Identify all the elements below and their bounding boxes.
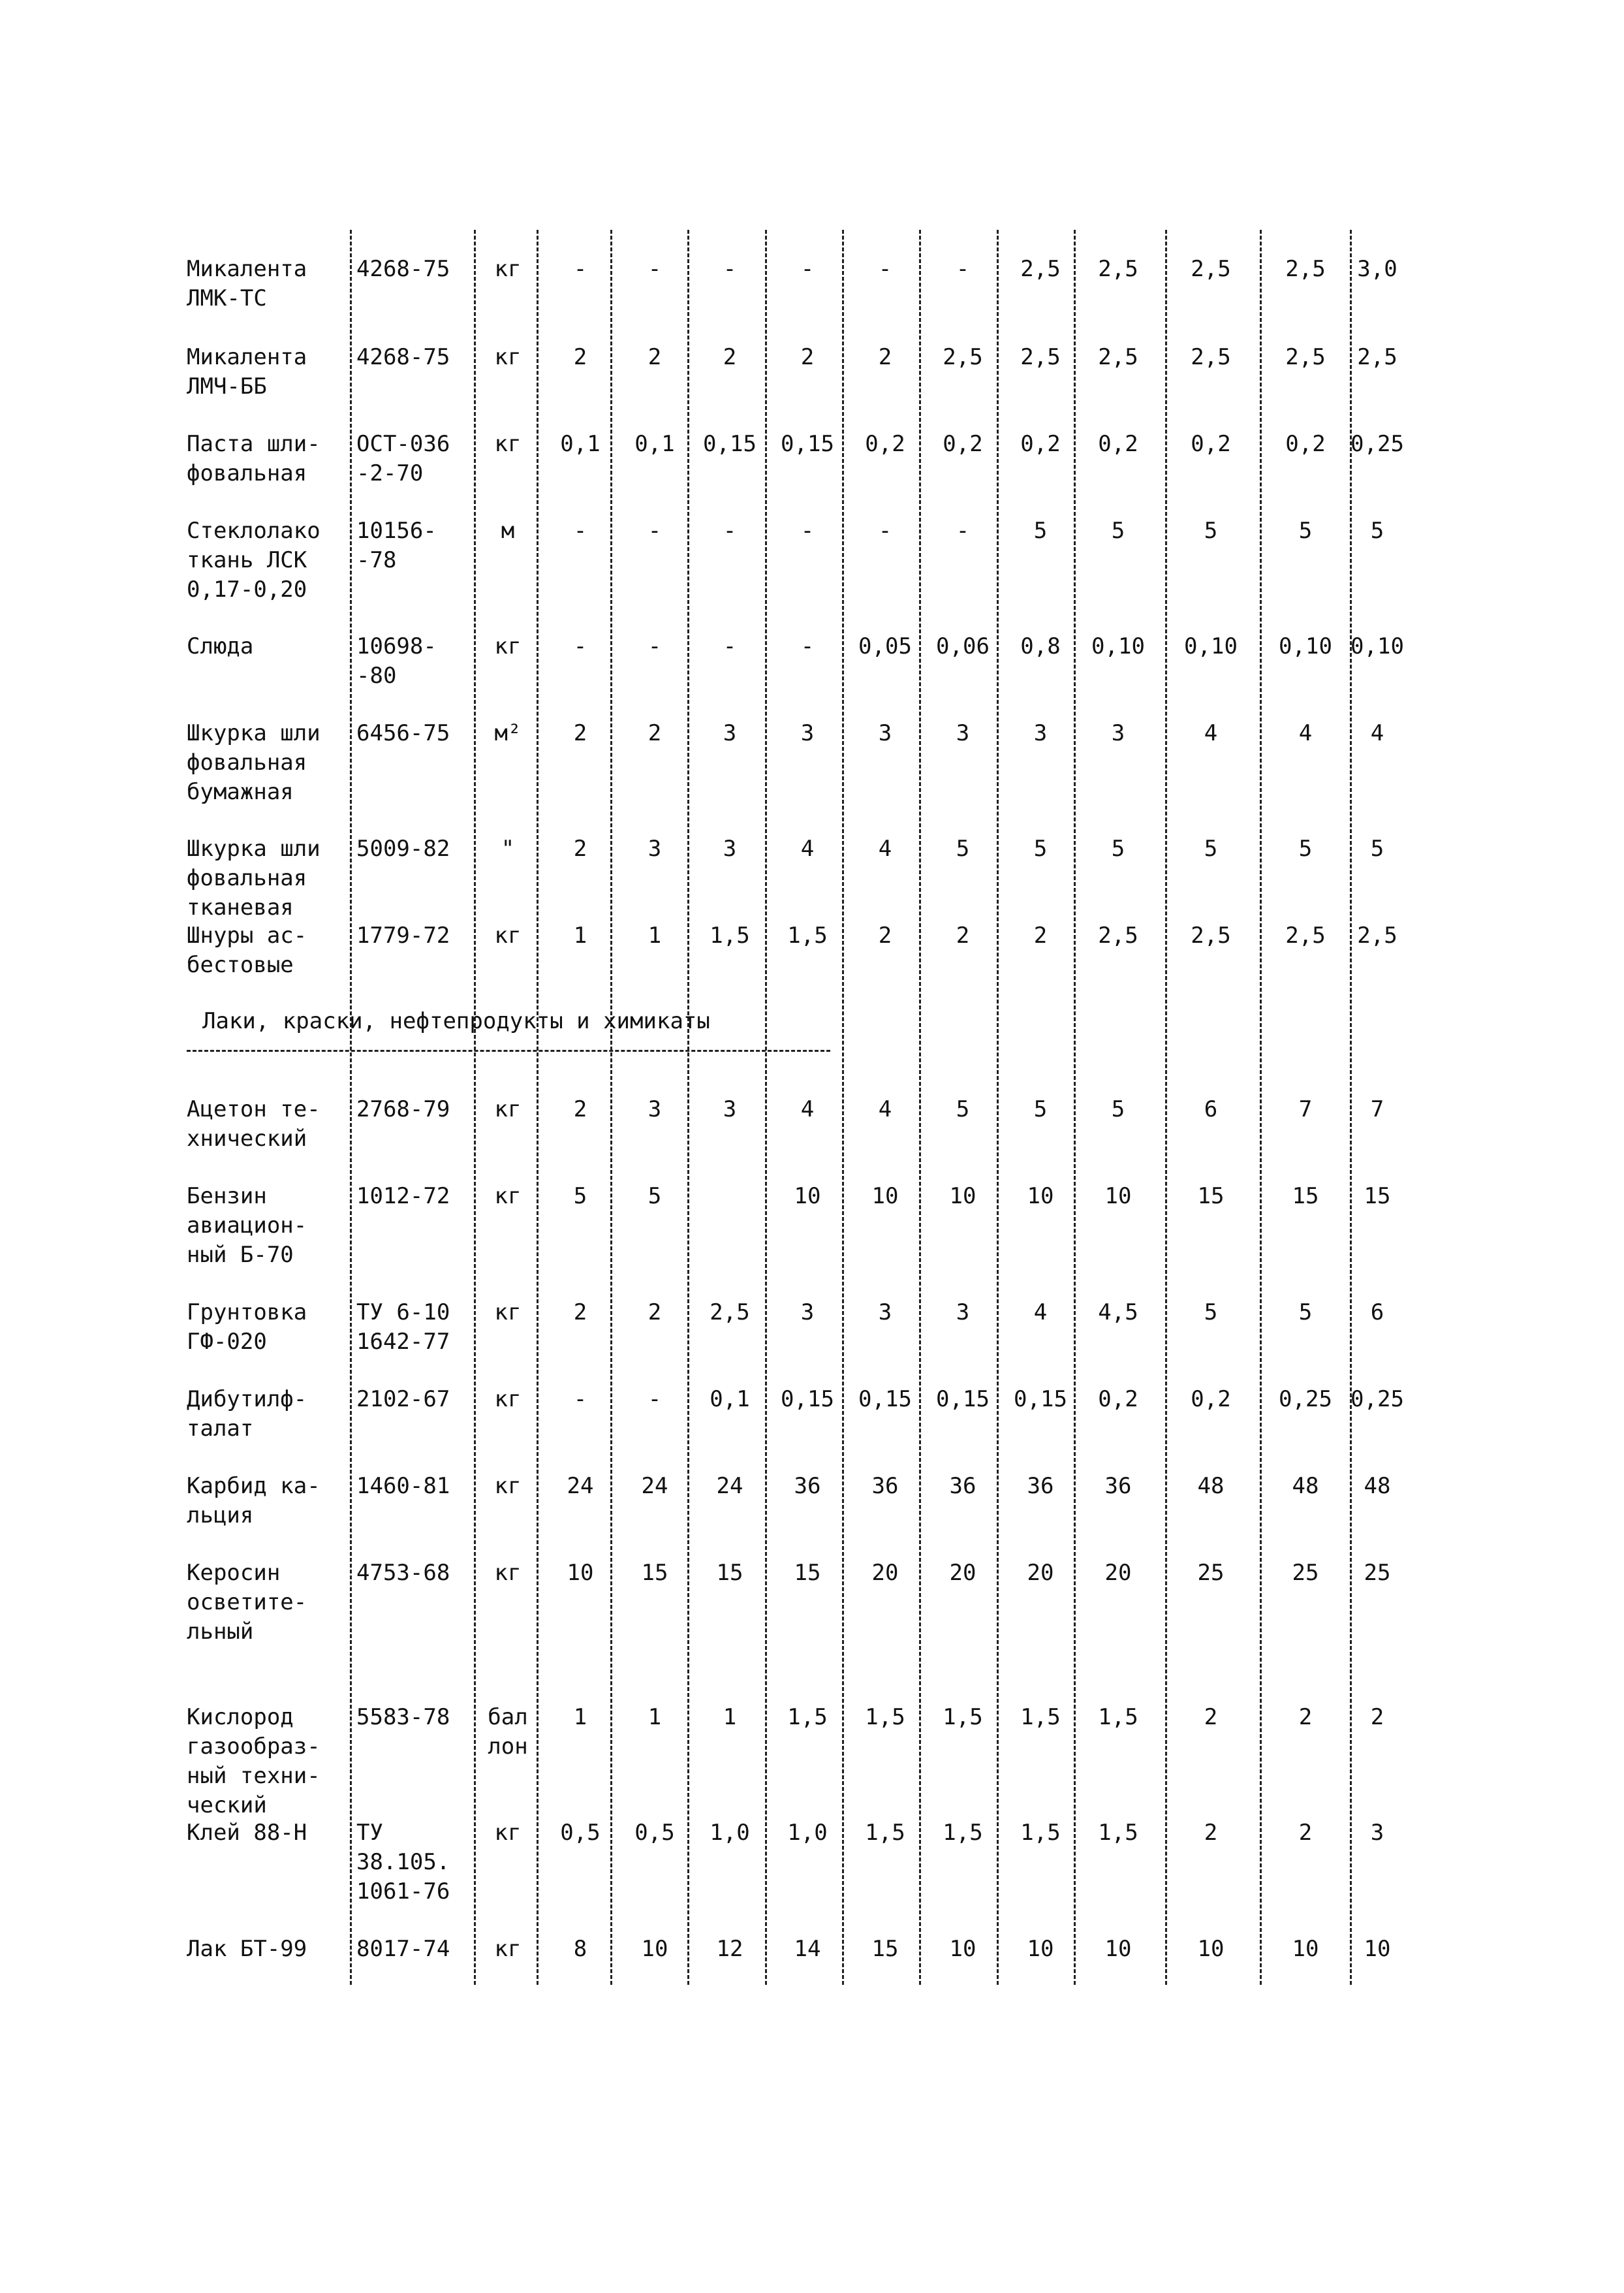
- quantity-cell: 15: [794, 1560, 821, 1586]
- quantity-cell: 10: [567, 1560, 594, 1586]
- quantity-cell: -: [648, 518, 662, 544]
- quantity-cell: 0,5: [634, 1820, 675, 1846]
- quantity-cell: 3: [878, 720, 892, 746]
- quantity-cell: 0,1: [560, 431, 601, 457]
- quantity-cell: 20: [1104, 1560, 1132, 1586]
- column-divider: [1165, 230, 1167, 1985]
- unit-of-measure: м²: [494, 720, 522, 746]
- quantity-cell: 0,2: [1285, 431, 1326, 457]
- material-name: Лак БТ-99: [187, 1936, 307, 1962]
- quantity-cell: 10: [871, 1183, 899, 1209]
- material-name: Ацетон те- хнический: [187, 1096, 320, 1152]
- quantity-cell: -: [573, 633, 587, 659]
- unit-of-measure: м: [501, 518, 515, 544]
- quantity-cell: 2,5: [1285, 923, 1326, 949]
- quantity-cell: 36: [1104, 1473, 1132, 1499]
- quantity-cell: 20: [871, 1560, 899, 1586]
- quantity-cell: 4: [1033, 1299, 1048, 1325]
- column-divider: [474, 230, 476, 1985]
- quantity-cell: 0,1: [710, 1386, 750, 1412]
- quantity-cell: 0,25: [1351, 431, 1404, 457]
- standard-number: ТУ 38.105. 1061-76: [356, 1820, 450, 1905]
- quantity-cell: 2: [723, 344, 737, 370]
- quantity-cell: -: [878, 518, 892, 544]
- material-name: Грунтовка ГФ-020: [187, 1299, 307, 1355]
- standard-number: 6456-75: [356, 720, 450, 746]
- unit-of-measure: кг: [494, 1820, 522, 1846]
- quantity-cell: 48: [1197, 1473, 1225, 1499]
- quantity-cell: 2: [648, 720, 662, 746]
- unit-of-measure: кг: [494, 1299, 522, 1325]
- quantity-cell: 2: [1204, 1704, 1218, 1730]
- quantity-cell: 0,2: [1098, 1386, 1138, 1412]
- quantity-cell: 2,5: [1098, 256, 1138, 282]
- quantity-cell: 15: [641, 1560, 668, 1586]
- quantity-cell: -: [573, 1386, 587, 1412]
- quantity-cell: -: [573, 256, 587, 282]
- quantity-cell: 0,10: [1279, 633, 1332, 659]
- quantity-cell: 2,5: [1285, 344, 1326, 370]
- quantity-cell: -: [648, 256, 662, 282]
- quantity-cell: 15: [1364, 1183, 1391, 1209]
- quantity-cell: 25: [1364, 1560, 1391, 1586]
- unit-of-measure: кг: [494, 256, 522, 282]
- quantity-cell: 15: [716, 1560, 743, 1586]
- quantity-cell: 3: [1033, 720, 1048, 746]
- quantity-cell: 10: [1027, 1936, 1054, 1962]
- unit-of-measure: кг: [494, 1386, 522, 1412]
- quantity-cell: 8: [573, 1936, 587, 1962]
- quantity-cell: -: [956, 256, 970, 282]
- unit-of-measure: кг: [494, 344, 522, 370]
- quantity-cell: 7: [1370, 1096, 1384, 1122]
- quantity-cell: 5: [1111, 836, 1125, 862]
- quantity-cell: 2: [878, 923, 892, 949]
- material-name: Карбид ка- льция: [187, 1473, 320, 1528]
- quantity-cell: 5: [1111, 518, 1125, 544]
- quantity-cell: 15: [871, 1936, 899, 1962]
- material-name: Шнуры ас- бестовые: [187, 923, 307, 978]
- quantity-cell: 5: [1298, 518, 1313, 544]
- quantity-cell: 2,5: [1191, 256, 1231, 282]
- standard-number: ОСТ-036 -2-70: [356, 431, 450, 486]
- material-name: Керосин осветите- льный: [187, 1560, 307, 1645]
- quantity-cell: 10: [949, 1936, 976, 1962]
- quantity-cell: 10: [949, 1183, 976, 1209]
- material-name: Бензин авиацион- ный Б-70: [187, 1183, 307, 1268]
- quantity-cell: 5: [1370, 518, 1384, 544]
- quantity-cell: 5: [648, 1183, 662, 1209]
- quantity-cell: 5: [1298, 1299, 1313, 1325]
- quantity-cell: 3,0: [1357, 256, 1398, 282]
- quantity-cell: 1: [573, 923, 587, 949]
- quantity-cell: 2: [573, 344, 587, 370]
- unit-of-measure: кг: [494, 1936, 522, 1962]
- quantity-cell: 10: [1292, 1936, 1319, 1962]
- standard-number: 2768-79: [356, 1096, 450, 1122]
- standard-number: 4268-75: [356, 256, 450, 282]
- standard-number: 1460-81: [356, 1473, 450, 1499]
- quantity-cell: 2: [573, 1096, 587, 1122]
- quantity-cell: 24: [567, 1473, 594, 1499]
- quantity-cell: 4: [878, 1096, 892, 1122]
- quantity-cell: 2,5: [1098, 923, 1138, 949]
- quantity-cell: 0,2: [943, 431, 983, 457]
- quantity-cell: 10: [1104, 1183, 1132, 1209]
- unit-of-measure: кг: [494, 633, 522, 659]
- quantity-cell: 2,5: [1098, 344, 1138, 370]
- quantity-cell: 0,15: [781, 431, 834, 457]
- quantity-cell: 3: [956, 720, 970, 746]
- quantity-cell: 48: [1292, 1473, 1319, 1499]
- quantity-cell: 5: [1204, 518, 1218, 544]
- quantity-cell: 20: [949, 1560, 976, 1586]
- material-name: Кислород газообраз- ный техни- ческий: [187, 1704, 320, 1818]
- quantity-cell: 5: [1204, 1299, 1218, 1325]
- quantity-cell: 1,5: [1020, 1704, 1061, 1730]
- quantity-cell: 0,10: [1184, 633, 1238, 659]
- unit-of-measure: кг: [494, 1096, 522, 1122]
- quantity-cell: 2,5: [1020, 256, 1061, 282]
- standard-number: 10698- -80: [356, 633, 437, 689]
- quantity-cell: -: [878, 256, 892, 282]
- quantity-cell: 25: [1292, 1560, 1319, 1586]
- column-divider: [350, 230, 352, 1985]
- quantity-cell: 5: [956, 836, 970, 862]
- quantity-cell: 0,5: [560, 1820, 601, 1846]
- quantity-cell: 10: [1197, 1936, 1225, 1962]
- quantity-cell: 2: [1033, 923, 1048, 949]
- quantity-cell: 5: [956, 1096, 970, 1122]
- quantity-cell: 3: [1111, 720, 1125, 746]
- standard-number: 10156- -78: [356, 518, 437, 573]
- quantity-cell: 0,06: [936, 633, 990, 659]
- quantity-cell: 4: [800, 1096, 815, 1122]
- quantity-cell: -: [956, 518, 970, 544]
- quantity-cell: 1,5: [943, 1820, 983, 1846]
- quantity-cell: 7: [1298, 1096, 1313, 1122]
- quantity-cell: 2,5: [1357, 923, 1398, 949]
- quantity-cell: 0,10: [1091, 633, 1145, 659]
- quantity-cell: 1: [648, 1704, 662, 1730]
- material-name: Микалента ЛМЧ-ББ: [187, 344, 307, 400]
- quantity-cell: 2,5: [710, 1299, 750, 1325]
- quantity-cell: 3: [800, 1299, 815, 1325]
- standard-number: 5583-78: [356, 1704, 450, 1730]
- unit-of-measure: кг: [494, 431, 522, 457]
- standard-number: 2102-67: [356, 1386, 450, 1412]
- quantity-cell: 2: [648, 344, 662, 370]
- quantity-cell: 5: [1033, 1096, 1048, 1122]
- standard-number: 4268-75: [356, 344, 450, 370]
- quantity-cell: 15: [1197, 1183, 1225, 1209]
- quantity-cell: 1,5: [1098, 1820, 1138, 1846]
- quantity-cell: 1,5: [943, 1704, 983, 1730]
- quantity-cell: 2: [956, 923, 970, 949]
- standard-number: 5009-82: [356, 836, 450, 862]
- quantity-cell: 2,5: [1191, 923, 1231, 949]
- quantity-cell: 5: [1298, 836, 1313, 862]
- quantity-cell: -: [573, 518, 587, 544]
- quantity-cell: 3: [800, 720, 815, 746]
- standard-number: 4753-68: [356, 1560, 450, 1586]
- quantity-cell: 24: [641, 1473, 668, 1499]
- quantity-cell: 0,1: [634, 431, 675, 457]
- quantity-cell: 2: [878, 344, 892, 370]
- quantity-cell: 0,05: [858, 633, 912, 659]
- quantity-cell: 2,5: [1191, 344, 1231, 370]
- quantity-cell: 5: [1033, 836, 1048, 862]
- quantity-cell: 6: [1370, 1299, 1384, 1325]
- quantity-cell: 10: [1104, 1936, 1132, 1962]
- quantity-cell: 0,15: [858, 1386, 912, 1412]
- unit-of-measure: кг: [494, 1183, 522, 1209]
- unit-of-measure: ": [501, 836, 515, 862]
- quantity-cell: 1,5: [787, 1704, 828, 1730]
- quantity-cell: 2: [1298, 1820, 1313, 1846]
- quantity-cell: 0,25: [1279, 1386, 1332, 1412]
- quantity-cell: 5: [573, 1183, 587, 1209]
- quantity-cell: 3: [648, 1096, 662, 1122]
- unit-of-measure: кг: [494, 1473, 522, 1499]
- quantity-cell: 1,5: [787, 923, 828, 949]
- column-divider: [1260, 230, 1262, 1985]
- quantity-cell: 1,5: [1020, 1820, 1061, 1846]
- quantity-cell: 3: [1370, 1820, 1384, 1846]
- standard-number: 8017-74: [356, 1936, 450, 1962]
- quantity-cell: -: [800, 633, 815, 659]
- quantity-cell: 0,15: [703, 431, 757, 457]
- material-name: Слюда: [187, 633, 254, 659]
- quantity-cell: 20: [1027, 1560, 1054, 1586]
- quantity-cell: 10: [1364, 1936, 1391, 1962]
- quantity-cell: 25: [1197, 1560, 1225, 1586]
- material-name: Клей 88-Н: [187, 1820, 307, 1846]
- quantity-cell: -: [648, 633, 662, 659]
- quantity-cell: 1: [648, 923, 662, 949]
- quantity-cell: -: [723, 256, 737, 282]
- quantity-cell: 0,15: [781, 1386, 834, 1412]
- quantity-cell: 0,2: [1191, 431, 1231, 457]
- quantity-cell: 36: [1027, 1473, 1054, 1499]
- unit-of-measure: бал лон: [488, 1704, 528, 1760]
- quantity-cell: -: [800, 518, 815, 544]
- quantity-cell: 4: [800, 836, 815, 862]
- quantity-cell: 2: [800, 344, 815, 370]
- quantity-cell: 10: [1027, 1183, 1054, 1209]
- column-divider: [537, 230, 539, 1985]
- quantity-cell: 4: [1204, 720, 1218, 746]
- quantity-cell: 36: [871, 1473, 899, 1499]
- quantity-cell: 2: [1370, 1704, 1384, 1730]
- quantity-cell: 3: [723, 1096, 737, 1122]
- quantity-cell: 0,2: [1191, 1386, 1231, 1412]
- quantity-cell: 15: [1292, 1183, 1319, 1209]
- quantity-cell: 48: [1364, 1473, 1391, 1499]
- quantity-cell: 5: [1111, 1096, 1125, 1122]
- quantity-cell: 5: [1204, 836, 1218, 862]
- quantity-cell: 2,5: [1285, 256, 1326, 282]
- quantity-cell: 3: [956, 1299, 970, 1325]
- quantity-cell: 6: [1204, 1096, 1218, 1122]
- section-heading: Лаки, краски, нефтепродукты и химикаты: [202, 1008, 710, 1034]
- quantity-cell: 10: [641, 1936, 668, 1962]
- quantity-cell: 2: [573, 1299, 587, 1325]
- quantity-cell: 1,5: [865, 1704, 905, 1730]
- quantity-cell: 3: [723, 720, 737, 746]
- quantity-cell: 3: [878, 1299, 892, 1325]
- unit-of-measure: кг: [494, 1560, 522, 1586]
- quantity-cell: 1,5: [865, 1820, 905, 1846]
- quantity-cell: -: [723, 518, 737, 544]
- quantity-cell: 0,2: [865, 431, 905, 457]
- quantity-cell: 1: [723, 1704, 737, 1730]
- quantity-cell: -: [648, 1386, 662, 1412]
- quantity-cell: 3: [648, 836, 662, 862]
- quantity-cell: 2,5: [943, 344, 983, 370]
- quantity-cell: 0,25: [1351, 1386, 1404, 1412]
- quantity-cell: 1,0: [710, 1820, 750, 1846]
- material-name: Стеклолако ткань ЛСК 0,17-0,20: [187, 518, 320, 603]
- material-name: Дибутилф- талат: [187, 1386, 307, 1442]
- quantity-cell: 24: [716, 1473, 743, 1499]
- standard-number: 1012-72: [356, 1183, 450, 1209]
- material-name: Паста шли- фовальная: [187, 431, 320, 486]
- quantity-cell: 0,15: [1014, 1386, 1067, 1412]
- quantity-cell: -: [723, 633, 737, 659]
- section-heading-underline: [187, 1050, 830, 1052]
- quantity-cell: 0,2: [1098, 431, 1138, 457]
- quantity-cell: 0,15: [936, 1386, 990, 1412]
- standard-number: ТУ 6-10 1642-77: [356, 1299, 450, 1355]
- quantity-cell: 4,5: [1098, 1299, 1138, 1325]
- quantity-cell: 0,10: [1351, 633, 1404, 659]
- quantity-cell: 36: [794, 1473, 821, 1499]
- quantity-cell: 4: [878, 836, 892, 862]
- quantity-cell: 12: [716, 1936, 743, 1962]
- quantity-cell: 1: [573, 1704, 587, 1730]
- quantity-cell: 0,8: [1020, 633, 1061, 659]
- quantity-cell: 2: [573, 836, 587, 862]
- quantity-cell: -: [800, 256, 815, 282]
- material-name: Шкурка шли фовальная тканевая: [187, 836, 320, 921]
- quantity-cell: 5: [1033, 518, 1048, 544]
- quantity-cell: 4: [1370, 720, 1384, 746]
- quantity-cell: 10: [794, 1183, 821, 1209]
- material-name: Шкурка шли фовальная бумажная: [187, 720, 320, 805]
- standard-number: 1779-72: [356, 923, 450, 949]
- material-name: Микалента ЛМК-ТС: [187, 256, 307, 311]
- unit-of-measure: кг: [494, 923, 522, 949]
- quantity-cell: 5: [1370, 836, 1384, 862]
- quantity-cell: 2: [573, 720, 587, 746]
- quantity-cell: 2,5: [1020, 344, 1061, 370]
- quantity-cell: 36: [949, 1473, 976, 1499]
- quantity-cell: 1,5: [710, 923, 750, 949]
- quantity-cell: 2,5: [1357, 344, 1398, 370]
- quantity-cell: 2: [1204, 1820, 1218, 1846]
- quantity-cell: 2: [648, 1299, 662, 1325]
- quantity-cell: 1,5: [1098, 1704, 1138, 1730]
- quantity-cell: 2: [1298, 1704, 1313, 1730]
- quantity-cell: 14: [794, 1936, 821, 1962]
- quantity-cell: 1,0: [787, 1820, 828, 1846]
- quantity-cell: 4: [1298, 720, 1313, 746]
- quantity-cell: 3: [723, 836, 737, 862]
- quantity-cell: 0,2: [1020, 431, 1061, 457]
